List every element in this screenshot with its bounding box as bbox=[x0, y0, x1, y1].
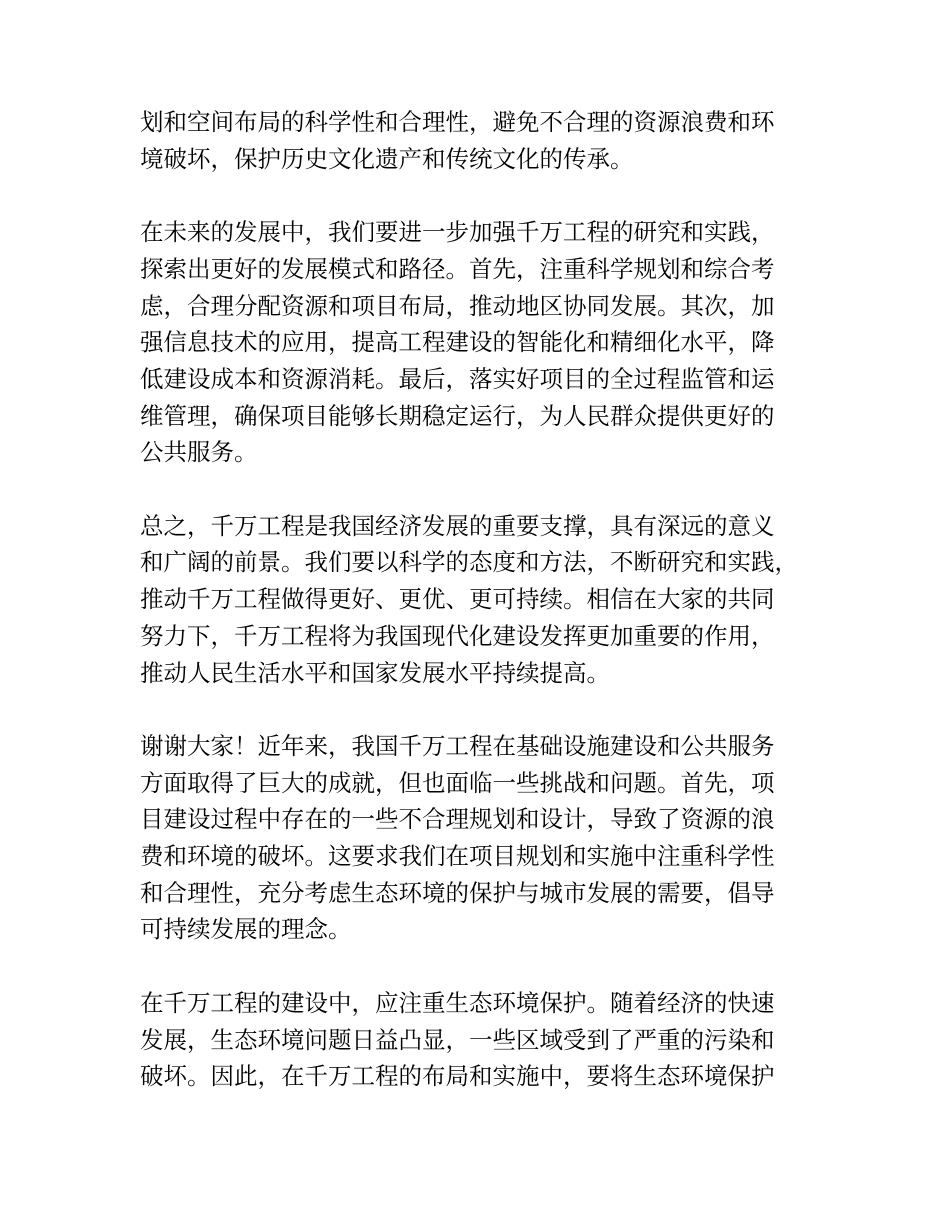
paragraph-3: 总之，千万工程是我国经济发展的重要支撑，具有深远的意义 和广阔的前景。我们要以科学的态度和方法，不断研究和实践， 推动千万工程做得更好、更优、更可持续。相信在大家的共同 努力下，千万工程将为我国现代化建设发挥更加重要的作用， 推动人民生活水平和国家发展水平持续提高。 bbox=[140, 511, 798, 687]
paragraph-5: 在千万工程的建设中，应注重生态环境保护。随着经济的快速 发展，生态环境问题日益凸显，一些区域受到了严重的污染和 破坏。因此，在千万工程的布局和实施中，要将生态环境保护 bbox=[140, 988, 775, 1091]
paragraph-2: 在未来的发展中，我们要进一步加强千万工程的研究和实践， 探索出更好的发展模式和路径。首先，注重科学规划和综合考 虑，合理分配资源和项目布局，推动地区协同发展。其次，加 强信息技术的应用，提高工程建设的智能化和精细化水平，降 低建设成本和资源消耗。最后，落实好项目的全过程监管和运 维管理，确保项目能够长期稳定运行，为人民群众提供更好的 公共服务。 bbox=[140, 218, 775, 467]
paragraph-4: 谢谢大家！近年来，我国千万工程在基础设施建设和公共服务 方面取得了巨大的成就，但也面临一些挑战和问题。首先，项 目建设过程中存在的一些不合理规划和设计，导致了资源的浪 费和环境的破坏。这要求我们在项目规划和实施中注重科学性 和合理性，充分考虑生态环境的保护与城市发展的需要，倡导 可持续发展的理念。 bbox=[140, 731, 775, 944]
document-body bbox=[140, 104, 820, 1095]
paragraph-1: 划和空间布局的科学性和合理性，避免不合理的资源浪费和环 境破坏，保护历史文化遗产和传统文化的传承。 bbox=[140, 108, 775, 173]
